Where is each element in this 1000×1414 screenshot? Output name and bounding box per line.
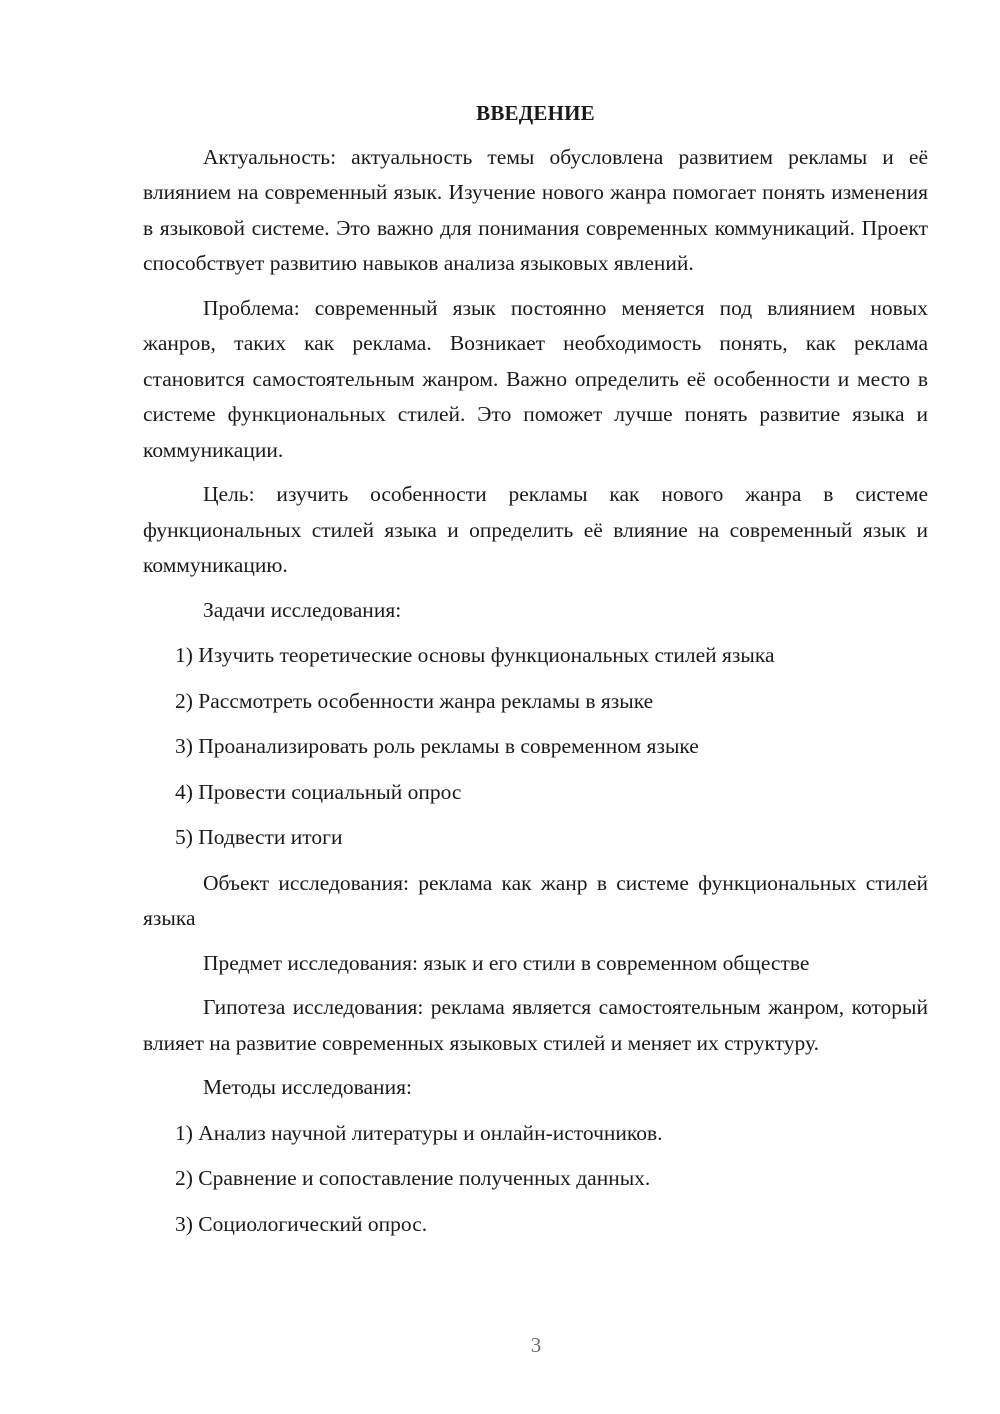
subject-paragraph: Предмет исследования: язык и его стили в современном обществе: [203, 950, 810, 975]
document-page: [143, 96, 928, 1252]
task-item: 1) Изучить теоретические основы функциональных стилей языка: [175, 643, 775, 667]
method-item: 3) Социологический опрос.: [175, 1211, 428, 1236]
hypothesis-paragraph: Гипотеза исследования: реклама является самостоятельным жанром, который влияет на развитие современных языковых стилей и меняет их структуру.: [143, 995, 928, 1055]
methods-list: [143, 1116, 928, 1243]
problem-paragraph: Проблема: современный язык постоянно меняется под влиянием новых жанров, таких как реклама. Возникает необходимость понять, как реклама становится самостоятельным жанром. Важно определить её особенности и место в системе функциональных стилей. Это поможет лучше понять развитие языка и коммуникации.: [143, 295, 928, 462]
methods-heading: Методы исследования:: [203, 1075, 412, 1099]
tasks-list: [143, 638, 928, 856]
task-item: 4) Провести социальный опрос: [175, 779, 462, 804]
relevance-paragraph: Актуальность: актуальность темы обусловлена развитием рекламы и её влиянием на современный язык. Изучение нового жанра помогает понять изменения в языковой системе. Это важно для понимания современных коммуникаций. Проект способствует развитию навыков анализа языковых явлений.: [143, 144, 928, 275]
task-item: 5) Подвести итоги: [175, 825, 343, 849]
task-item: 3) Проанализировать роль рекламы в современном языке: [175, 734, 699, 758]
method-item: 1) Анализ научной литературы и онлайн-источников.: [175, 1120, 663, 1145]
page-title: ВВЕДЕНИЕ: [476, 101, 595, 125]
tasks-heading: Задачи исследования:: [203, 597, 402, 622]
method-item: 2) Сравнение и сопоставление полученных данных.: [175, 1166, 651, 1190]
object-paragraph: Объект исследования: реклама как жанр в системе функциональных стилей языка: [143, 870, 928, 930]
goal-paragraph: Цель: изучить особенности рекламы как нового жанра в системе функциональных стилей языка и определить её влияние на современный язык и коммуникацию.: [143, 482, 928, 577]
page-number: 3: [530, 1333, 542, 1357]
task-item: 2) Рассмотреть особенности жанра рекламы в языке: [175, 688, 654, 713]
